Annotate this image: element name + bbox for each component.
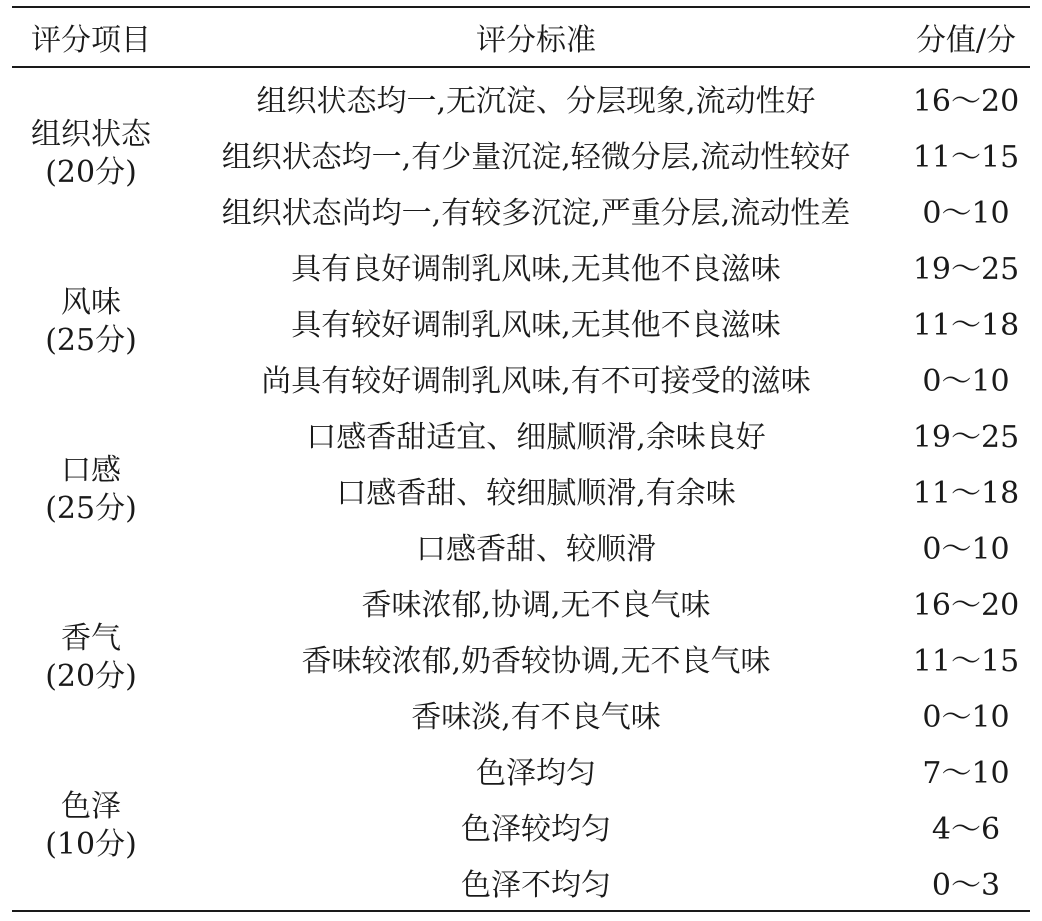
table-group bbox=[12, 742, 1030, 910]
header-criteria: 评分标准 bbox=[476, 23, 596, 58]
criteria-cell: 口感香甜适宜、细腻顺滑,余味良好 bbox=[306, 419, 766, 455]
table-row bbox=[170, 798, 1030, 854]
group-name: 风味 bbox=[61, 284, 121, 320]
table-row bbox=[170, 70, 1030, 126]
group-rows bbox=[170, 70, 1030, 238]
score-cell: 19～25 bbox=[912, 419, 1020, 455]
table-row bbox=[170, 126, 1030, 182]
table-row bbox=[170, 854, 1030, 910]
group-rows bbox=[170, 406, 1030, 574]
group-label bbox=[12, 406, 170, 574]
criteria-cell: 香味浓郁,协调,无不良气味 bbox=[361, 587, 711, 623]
score-cell: 11～15 bbox=[912, 643, 1020, 679]
group-label bbox=[12, 70, 170, 238]
table-row bbox=[170, 742, 1030, 798]
criteria-cell: 组织状态均一,无沉淀、分层现象,流动性好 bbox=[256, 83, 816, 119]
score-cell: 0～10 bbox=[922, 363, 1010, 399]
group-points: (20分) bbox=[45, 154, 137, 190]
score-cell: 16～20 bbox=[912, 587, 1020, 623]
table-bottom-rule bbox=[12, 910, 1030, 912]
table-row bbox=[170, 462, 1030, 518]
group-points: (10分) bbox=[45, 826, 137, 862]
score-cell: 0～10 bbox=[922, 531, 1010, 567]
table-body bbox=[12, 68, 1030, 910]
criteria-cell: 具有良好调制乳风味,无其他不良滋味 bbox=[291, 251, 781, 287]
score-cell: 19～25 bbox=[912, 251, 1020, 287]
group-label bbox=[12, 742, 170, 910]
header-item: 评分项目 bbox=[31, 23, 151, 58]
score-cell: 4～6 bbox=[931, 811, 1001, 847]
criteria-cell: 色泽均匀 bbox=[476, 755, 596, 791]
group-points: (25分) bbox=[45, 322, 137, 358]
table-group bbox=[12, 406, 1030, 574]
group-name: 口感 bbox=[61, 452, 121, 488]
score-cell: 11～15 bbox=[912, 139, 1020, 175]
score-cell: 0～10 bbox=[922, 699, 1010, 735]
table-row bbox=[170, 406, 1030, 462]
table-row bbox=[170, 686, 1030, 742]
table-row bbox=[170, 350, 1030, 406]
score-cell: 0～3 bbox=[931, 867, 1001, 903]
criteria-cell: 口感香甜、较顺滑 bbox=[416, 531, 656, 567]
group-label bbox=[12, 238, 170, 406]
group-name: 香气 bbox=[61, 620, 121, 656]
criteria-cell: 口感香甜、较细腻顺滑,有余味 bbox=[336, 475, 736, 511]
table-group bbox=[12, 574, 1030, 742]
table-row bbox=[170, 574, 1030, 630]
table-group bbox=[12, 238, 1030, 406]
criteria-cell: 具有较好调制乳风味,无其他不良滋味 bbox=[291, 307, 781, 343]
criteria-cell: 组织状态均一,有少量沉淀,轻微分层,流动性较好 bbox=[221, 139, 851, 175]
header-score: 分值/分 bbox=[915, 23, 1017, 58]
criteria-cell: 组织状态尚均一,有较多沉淀,严重分层,流动性差 bbox=[221, 195, 851, 231]
criteria-cell: 香味较浓郁,奶香较协调,无不良气味 bbox=[301, 643, 771, 679]
criteria-cell: 色泽较均匀 bbox=[461, 811, 611, 847]
group-rows bbox=[170, 574, 1030, 742]
group-rows bbox=[170, 238, 1030, 406]
score-cell: 7～10 bbox=[922, 755, 1010, 791]
group-rows bbox=[170, 742, 1030, 910]
criteria-cell: 尚具有较好调制乳风味,有不可接受的滋味 bbox=[261, 363, 811, 399]
group-label bbox=[12, 574, 170, 742]
table-row bbox=[170, 294, 1030, 350]
score-cell: 11～18 bbox=[912, 475, 1020, 511]
criteria-cell: 香味淡,有不良气味 bbox=[411, 699, 661, 735]
group-name: 组织状态 bbox=[31, 116, 151, 152]
group-points: (25分) bbox=[45, 490, 137, 526]
score-cell: 16～20 bbox=[912, 83, 1020, 119]
group-name: 色泽 bbox=[61, 788, 121, 824]
score-cell: 11～18 bbox=[912, 307, 1020, 343]
table-row bbox=[170, 518, 1030, 574]
table-row bbox=[170, 238, 1030, 294]
table-header bbox=[12, 8, 1030, 66]
group-points: (20分) bbox=[45, 658, 137, 694]
table-row bbox=[170, 630, 1030, 686]
table-row bbox=[170, 182, 1030, 238]
scoring-table bbox=[12, 6, 1030, 912]
table-group bbox=[12, 70, 1030, 238]
score-cell: 0～10 bbox=[922, 195, 1010, 231]
criteria-cell: 色泽不均匀 bbox=[461, 867, 611, 903]
